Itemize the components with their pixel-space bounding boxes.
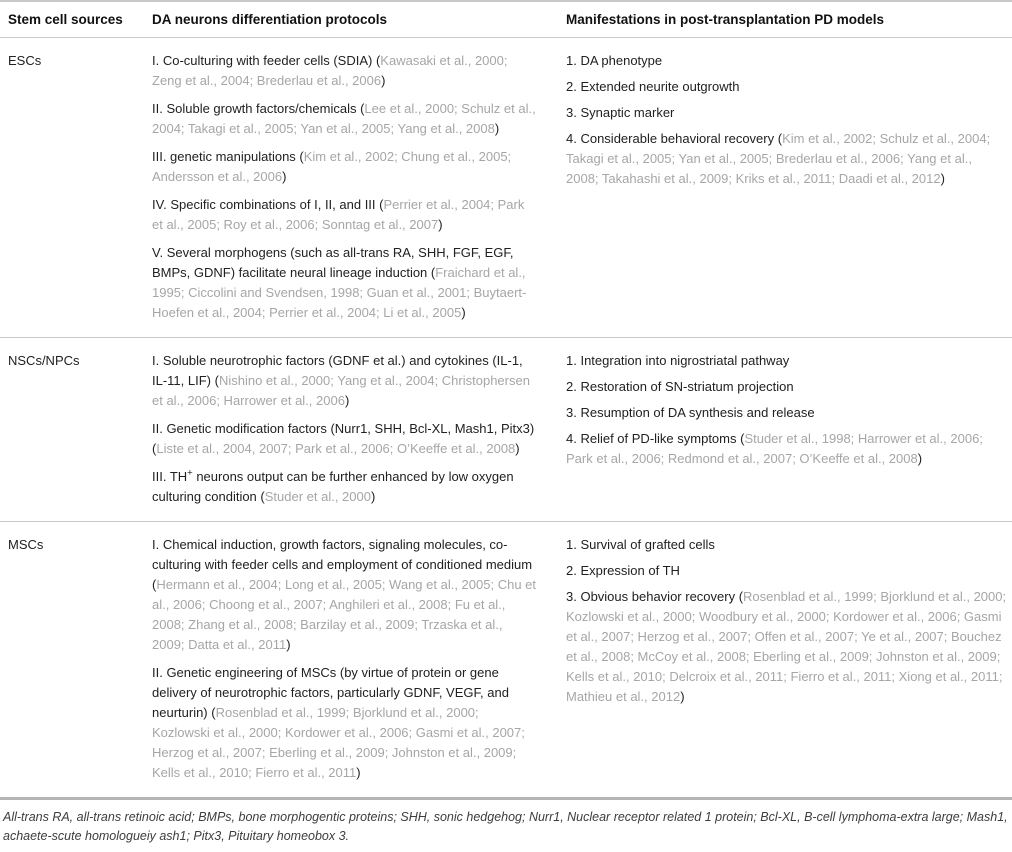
manifestation-item xyxy=(566,587,1008,707)
citation: Hermann et al., 2004; Long et al., 2005; Wang et al., 2005; Chu et al., 2006; Choong et al., 2007; Anghileri et al., 2008; Fu et al., 2008; Zhang et al., 2008; Barzilay et al., 2009; Trzaska et al., 2009; Datta et al., 2011 xyxy=(152,577,536,652)
text-segment: ) xyxy=(515,441,520,456)
citation: Liste et al., 2004, 2007; Park et al., 2006; O’Keeffe et al., 2008 xyxy=(156,441,516,456)
manifestation-item xyxy=(566,77,1008,97)
citation: Lee et al., 2000; Schulz et al., 2004; Takagi et al., 2005; Yan et al., 2005; Yang et al., 2008 xyxy=(152,101,536,136)
protocol-item xyxy=(152,663,536,783)
text-segment: ) xyxy=(494,121,500,136)
manifestation-item xyxy=(566,129,1008,189)
protocol-item xyxy=(152,535,536,655)
text-segment: 3. Synaptic marker xyxy=(566,105,675,120)
text-segment: I. Chemical induction, growth factors, signaling molecules, co-culturing with feeder cells and employment of conditioned medium ( xyxy=(152,537,533,592)
text-segment: 3. Resumption of DA synthesis and release xyxy=(566,405,815,420)
manifestations-cell xyxy=(566,338,1012,522)
manifestations-cell xyxy=(566,38,1012,338)
text-segment: ) xyxy=(381,73,386,88)
table-row xyxy=(0,38,1012,338)
text-segment: ) xyxy=(680,689,685,704)
manifestation-item xyxy=(566,103,1008,123)
table-header xyxy=(0,1,1012,38)
protocol-item xyxy=(152,147,536,187)
manifestation-item xyxy=(566,351,1008,371)
text-segment: II. Genetic engineering of MSCs (by virtue of protein or gene delivery of neurotrophic factors, particularly GDNF, VEGF, and neurturin) ( xyxy=(152,665,509,720)
stem-cell-source-label: NSCs/NPCs xyxy=(8,353,80,368)
text-segment: I. Co-culturing with feeder cells (SDIA) ( xyxy=(152,53,381,68)
table-row xyxy=(0,338,1012,522)
manifestation-item xyxy=(566,377,1008,397)
citation: Kim et al., 2002; Schulz et al., 2004; Takagi et al., 2005; Yan et al., 2005; Brederlau et al., 2006; Yang et al., 2008; Takahashi et al., 2009; Kriks et al., 2011; Daadi et al., 2012 xyxy=(566,131,991,186)
citation: Nishino et al., 2000; Yang et al., 2004; Christophersen et al., 2006; Harrower et al., 2006 xyxy=(152,373,530,408)
citation: Studer et al., 2000 xyxy=(264,489,371,504)
text-segment: 1. DA phenotype xyxy=(566,53,663,68)
stem-cell-source-label: ESCs xyxy=(8,53,42,68)
text-segment: neurons output can be further enhanced by low oxygen culturing condition ( xyxy=(152,469,514,504)
protocol-item xyxy=(152,51,536,91)
text-segment: IV. Specific combinations of I, II, and III ( xyxy=(152,197,384,212)
text-segment: ) xyxy=(438,217,443,232)
text-segment: ) xyxy=(940,171,945,186)
text-segment: II. Soluble growth factors/chemicals ( xyxy=(152,101,365,116)
protocol-item xyxy=(152,351,536,411)
text-segment: ) xyxy=(356,765,361,780)
text-segment: 3. Obvious behavior recovery ( xyxy=(566,589,744,604)
text-segment: V. Several morphogens (such as all-trans RA, SHH, FGF, EGF, BMPs, GDNF) facilitate neural lineage induction ( xyxy=(152,245,514,280)
table-footnote: All-trans RA, all-trans retinoic acid; BMPs, bone morphogentic proteins; SHH, sonic hedgehog; Nurr1, Nuclear receptor related 1 protein; Bcl-XL, B-cell lymphoma-extra large; Mash1, achaete-scute homologueiy ash1; Pitx3, Pituitary homeobox 3. xyxy=(3,810,1008,843)
text-segment: ) xyxy=(370,489,376,504)
text-segment: 1. Integration into nigrostriatal pathway xyxy=(566,353,790,368)
text-segment: I. Soluble neurotrophic factors (GDNF et al.) and cytokines (IL-1, IL-11, LIF) ( xyxy=(152,353,523,388)
col-header-manifestations: Manifestations in post-transplantation PD models xyxy=(566,1,1012,38)
protocol-item xyxy=(152,419,536,459)
text-segment: ) xyxy=(917,451,923,466)
text-segment: 4. Considerable behavioral recovery ( xyxy=(566,131,783,146)
text-segment: ) xyxy=(286,637,291,652)
protocols-cell xyxy=(152,522,566,799)
text-segment: 2. Restoration of SN-striatum projection xyxy=(566,379,794,394)
text-segment: 4. Relief of PD-like symptoms ( xyxy=(566,431,745,446)
protocol-item xyxy=(152,99,536,139)
citation: Kawasaki et al., 2000; Zeng et al., 2004; Brederlau et al., 2006 xyxy=(152,53,508,88)
text-segment: ) xyxy=(461,305,466,320)
citation: Kim et al., 2002; Chung et al., 2005; Andersson et al., 2006 xyxy=(152,149,512,184)
header-row xyxy=(0,1,1012,38)
citation: Studer et al., 1998; Harrower et al., 2006; Park et al., 2006; Redmond et al., 2007; O’Keeffe et al., 2008 xyxy=(566,431,983,466)
text-segment: 2. Expression of TH xyxy=(566,563,680,578)
text-segment: ) xyxy=(282,169,287,184)
protocols-cell xyxy=(152,338,566,522)
citation: Fraichard et al., 1995; Ciccolini and Svendsen, 1998; Guan et al., 2001; Buytaert-Hoefen et al., 2004; Perrier et al., 2004; Li et al., 2005 xyxy=(152,265,527,320)
manifestations-cell xyxy=(566,522,1012,799)
text-segment: II. Genetic modification factors (Nurr1, SHH, Bcl-XL, Mash1, Pitx3) ( xyxy=(152,421,535,456)
citation: Rosenblad et al., 1999; Bjorklund et al., 2000; Kozlowski et al., 2000; Kordower et al., 2006; Gasmi et al., 2007; Herzog et al., 2007; Eberling et al., 2009; Johnston et al., 2009; Kells et al., 2010; Fierro et al., 2011 xyxy=(152,705,525,780)
manifestation-item xyxy=(566,535,1008,555)
citation: Rosenblad et al., 1999; Bjorklund et al., 2000; Kozlowski et al., 2000; Woodbury et al., 2000; Kordower et al., 2006; Gasmi et al., 2007; Herzog et al., 2007; Offen et al., 2007; Ye et al., 2007; Bouchez et al., 2008; McCoy et al., 2008; Eberling et al., 2009; Johnston et al., 2009; Kells et al., 2010; Delcroix et al., 2011; Fierro et al., 2011; Xiong et al., 2011; Mathieu et al., 2012 xyxy=(566,589,1007,704)
manifestation-item xyxy=(566,429,1008,469)
stem-cell-source-label: MSCs xyxy=(8,537,44,552)
protocol-item xyxy=(152,467,536,507)
manifestation-item xyxy=(566,561,1008,581)
manifestation-item xyxy=(566,51,1008,71)
protocols-cell xyxy=(152,38,566,338)
table-row xyxy=(0,522,1012,799)
text-segment: III. genetic manipulations ( xyxy=(152,149,304,164)
protocol-item xyxy=(152,195,536,235)
text-segment: III. TH xyxy=(152,469,188,484)
manifestation-item xyxy=(566,403,1008,423)
superscript-plus: + xyxy=(187,467,193,479)
table-body xyxy=(0,38,1012,799)
protocol-item xyxy=(152,243,536,323)
text-segment: 1. Survival of grafted cells xyxy=(566,537,715,552)
col-header-da-protocols: DA neurons differentiation protocols xyxy=(152,1,566,38)
citation: Perrier et al., 2004; Park et al., 2005; Roy et al., 2006; Sonntag et al., 2007 xyxy=(152,197,525,232)
col-header-stem-cell-sources: Stem cell sources xyxy=(0,1,152,38)
text-segment: ) xyxy=(344,393,350,408)
text-segment: 2. Extended neurite outgrowth xyxy=(566,79,740,94)
